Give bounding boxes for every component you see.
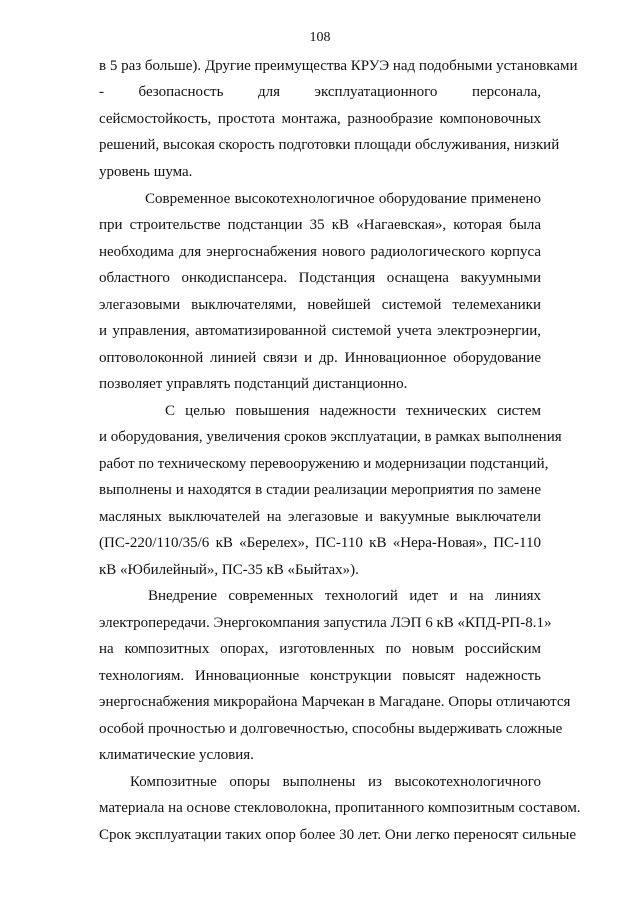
- text-line: (ПС-220/110/35/6 кВ «Берелех», ПС-110 кВ «Нера-Новая», ПС-110: [99, 535, 541, 551]
- text-line: материала на основе стекловолокна, пропитанного композитным составом.: [99, 800, 581, 816]
- text-line: на композитных опорах, изготовленных по новым российским: [99, 641, 541, 657]
- text-line: С целью повышения надежности технических систем: [165, 403, 541, 419]
- text-line: работ по техническому перевооружению и модернизации подстанций,: [99, 456, 549, 472]
- text-line: Срок эксплуатации таких опор более 30 лет. Они легко переносят сильные: [99, 827, 576, 843]
- text-line: Внедрение современных технологий идет и на линиях: [148, 588, 541, 604]
- text-line: особой прочностью и долговечностью, способны выдерживать сложные: [99, 721, 563, 737]
- text-line: технологиям. Инновационные конструкции повысят надежность: [99, 668, 541, 684]
- text-line: оптоволоконной линией связи и др. Инновационное оборудование: [99, 350, 541, 366]
- text-line: электропередачи. Энергокомпания запустила ЛЭП 6 кВ «КПД-РП-8.1»: [99, 615, 552, 631]
- text-line: уровень шума.: [99, 164, 193, 180]
- text-line: Современное высокотехнологичное оборудование применено: [145, 191, 541, 207]
- text-line: Композитные опоры выполнены из высокотехнологичного: [130, 774, 541, 790]
- text-line: энергоснабжения микрорайона Марчекан в Магадане. Опоры отличаются: [99, 694, 571, 710]
- text-line: необходима для энергоснабжения нового радиологического корпуса: [99, 244, 541, 260]
- text-line: при строительстве подстанции 35 кВ «Нагаевская», которая была: [99, 217, 541, 233]
- text-line: - безопасность для эксплуатационного персонала,: [99, 84, 541, 100]
- text-line: областного онкодиспансера. Подстанция оснащена вакуумными: [99, 270, 541, 286]
- text-line: и оборудования, увеличения сроков эксплуатации, в рамках выполнения: [99, 429, 562, 445]
- text-line: выполнены и находятся в стадии реализации мероприятия по замене: [99, 482, 541, 498]
- text-line: масляных выключателей на элегазовые и вакуумные выключатели: [99, 509, 541, 525]
- text-line: климатические условия.: [99, 747, 254, 763]
- page-number: 108: [309, 30, 331, 45]
- text-line: сейсмостойкость, простота монтажа, разнообразие компоновочных: [99, 111, 541, 127]
- text-line: кВ «Юбилейный», ПС-35 кВ «Быйтах»).: [99, 562, 359, 578]
- text-line: элегазовыми выключателями, новейшей системой телемеханики: [99, 297, 541, 313]
- text-line: в 5 раз больше). Другие преимущества КРУЭ над подобными установками: [99, 58, 578, 74]
- text-line: позволяет управлять подстанций дистанционно.: [99, 376, 408, 392]
- text-line: решений, высокая скорость подготовки площади обслуживания, низкий: [99, 137, 560, 153]
- text-line: и управления, автоматизированной системой учета электроэнергии,: [99, 323, 541, 339]
